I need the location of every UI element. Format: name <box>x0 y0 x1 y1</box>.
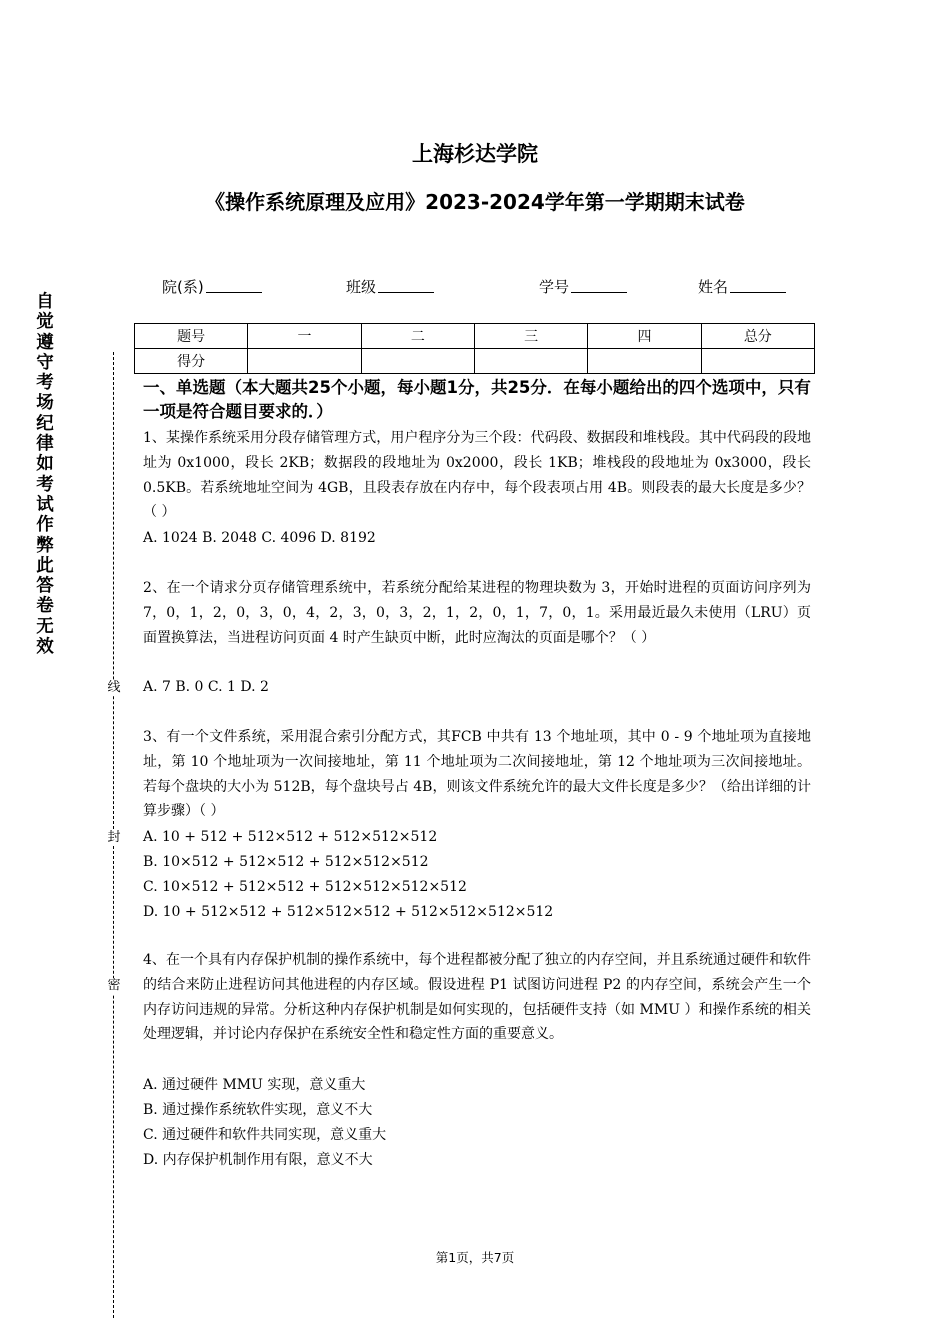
question-3-text: 3、有一个文件系统，采用混合索引分配方式，其FCB 中共有 13 个地址项，其中 0 - 9 个地址项为直接地址，第 10 个地址项为一次间接地址，第 11 个地址项为二次间接地址，第 12 个地址项为三次间接地址。若每个盘块的大小为 512B，每个盘块号占 4B，则该文件系统允许的最大文件长度是多少？（给出详细的计算步骤）（ ） <box>143 729 811 820</box>
score-header-cell: 二 <box>361 324 474 349</box>
question-3-option-c[interactable]: C. 10×512 + 512×512 + 512×512×512×512 <box>143 879 467 895</box>
score-header-cell: 一 <box>248 324 361 349</box>
question-2-options[interactable]: A. 7 B. 0 C. 1 D. 2 <box>143 679 269 695</box>
score-header-cell: 四 <box>588 324 701 349</box>
score-table-header-row <box>135 324 815 349</box>
class-field[interactable] <box>346 276 434 297</box>
class-label: 班级 <box>346 278 377 296</box>
question-4-option-c[interactable]: C. 通过硬件和软件共同实现，意义重大 <box>143 1127 387 1143</box>
score-row-label: 得分 <box>135 349 248 374</box>
score-table <box>134 323 815 374</box>
dept-blank[interactable] <box>206 278 262 293</box>
school-name: 上海杉达学院 <box>412 142 538 166</box>
score-header-cell: 三 <box>474 324 587 349</box>
name-field[interactable] <box>698 276 786 297</box>
score-header-cell: 总分 <box>701 324 814 349</box>
score-cell[interactable] <box>474 349 587 374</box>
dept-field[interactable] <box>162 276 262 297</box>
name-blank[interactable] <box>730 278 786 293</box>
score-cell[interactable] <box>701 349 814 374</box>
section-title: 一、单选题（本大题共25个小题，每小题1分，共25分．在每小题给出的四个选项中，只有一项是符合题目要求的．） <box>143 378 811 421</box>
question-4-option-d[interactable]: D. 内存保护机制作用有限，意义不大 <box>143 1152 373 1168</box>
question-4-option-a[interactable]: A. 通过硬件 MMU 实现，意义重大 <box>143 1077 366 1093</box>
score-table-score-row <box>135 349 815 374</box>
class-blank[interactable] <box>378 278 434 293</box>
line-label: 线 <box>105 680 123 696</box>
question-2-text: 2、在一个请求分页存储管理系统中，若系统分配给某进程的物理块数为 3，开始时进程的页面访问序列为 7，0，1，2，0，3，0，4，2，3，0，3，2，1，2，0，1，7，0，1。采用最近最久未使用（LRU）页面置换算法，当进程访问页面 4 时产生缺页中断，此时应淘汰的页面是哪个？（ ） <box>143 580 811 646</box>
dept-label: 院(系) <box>162 278 204 296</box>
question-3-option-b[interactable]: B. 10×512 + 512×512 + 512×512×512 <box>143 854 429 870</box>
score-cell[interactable] <box>361 349 474 374</box>
score-cell[interactable] <box>248 349 361 374</box>
page-number: 第1页，共7页 <box>435 1250 515 1265</box>
question-1-options[interactable]: A. 1024 B. 2048 C. 4096 D. 8192 <box>143 530 376 546</box>
name-label: 姓名 <box>698 278 729 296</box>
question-3-option-a[interactable]: A. 10 + 512 + 512×512 + 512×512×512 <box>143 829 438 845</box>
seal-label: 封 <box>105 830 123 846</box>
score-cell[interactable] <box>588 349 701 374</box>
question-4-text: 4、在一个具有内存保护机制的操作系统中，每个进程都被分配了独立的内存空间，并且系统通过硬件和软件的结合来防止进程访问其他进程的内存区域。假设进程 P1 试图访问进程 P2 的内存空间，系统会产生一个内存访问违规的异常。分析这种内存保护机制是如何实现的，包括硬件支持（如 MMU ）和操作系统的相关处理逻辑，并讨论内存保护在系统安全性和稳定性方面的重要意义。 <box>143 952 811 1043</box>
question-3-option-d[interactable]: D. 10 + 512×512 + 512×512×512 + 512×512×512×512 <box>143 904 554 920</box>
question-1-text: 1、某操作系统采用分段存储管理方式，用户程序分为三个段：代码段、数据段和堆栈段。其中代码段的段地址为 0x1000，段长 2KB；数据段的段地址为 0x2000，段长 1KB；堆栈段的段地址为 0x3000，段长 0.5KB。若系统地址空间为 4GB，且段表存放在内存中，每个段表项占用 4B。则段表的最大长度是多少？（ ） <box>143 430 811 521</box>
exam-title: 《操作系统原理及应用》2023-2024学年第一学期期末试卷 <box>205 190 745 214</box>
secret-label: 密 <box>105 978 123 994</box>
question-4-option-b[interactable]: B. 通过操作系统软件实现，意义不大 <box>143 1102 373 1118</box>
exam-discipline-warning: 自觉遵守考场纪律如考试作弊此答卷无效 <box>36 292 54 658</box>
score-header-cell: 题号 <box>135 324 248 349</box>
student-id-field[interactable] <box>539 276 627 297</box>
student-id-blank[interactable] <box>571 278 627 293</box>
student-id-label: 学号 <box>539 278 570 296</box>
